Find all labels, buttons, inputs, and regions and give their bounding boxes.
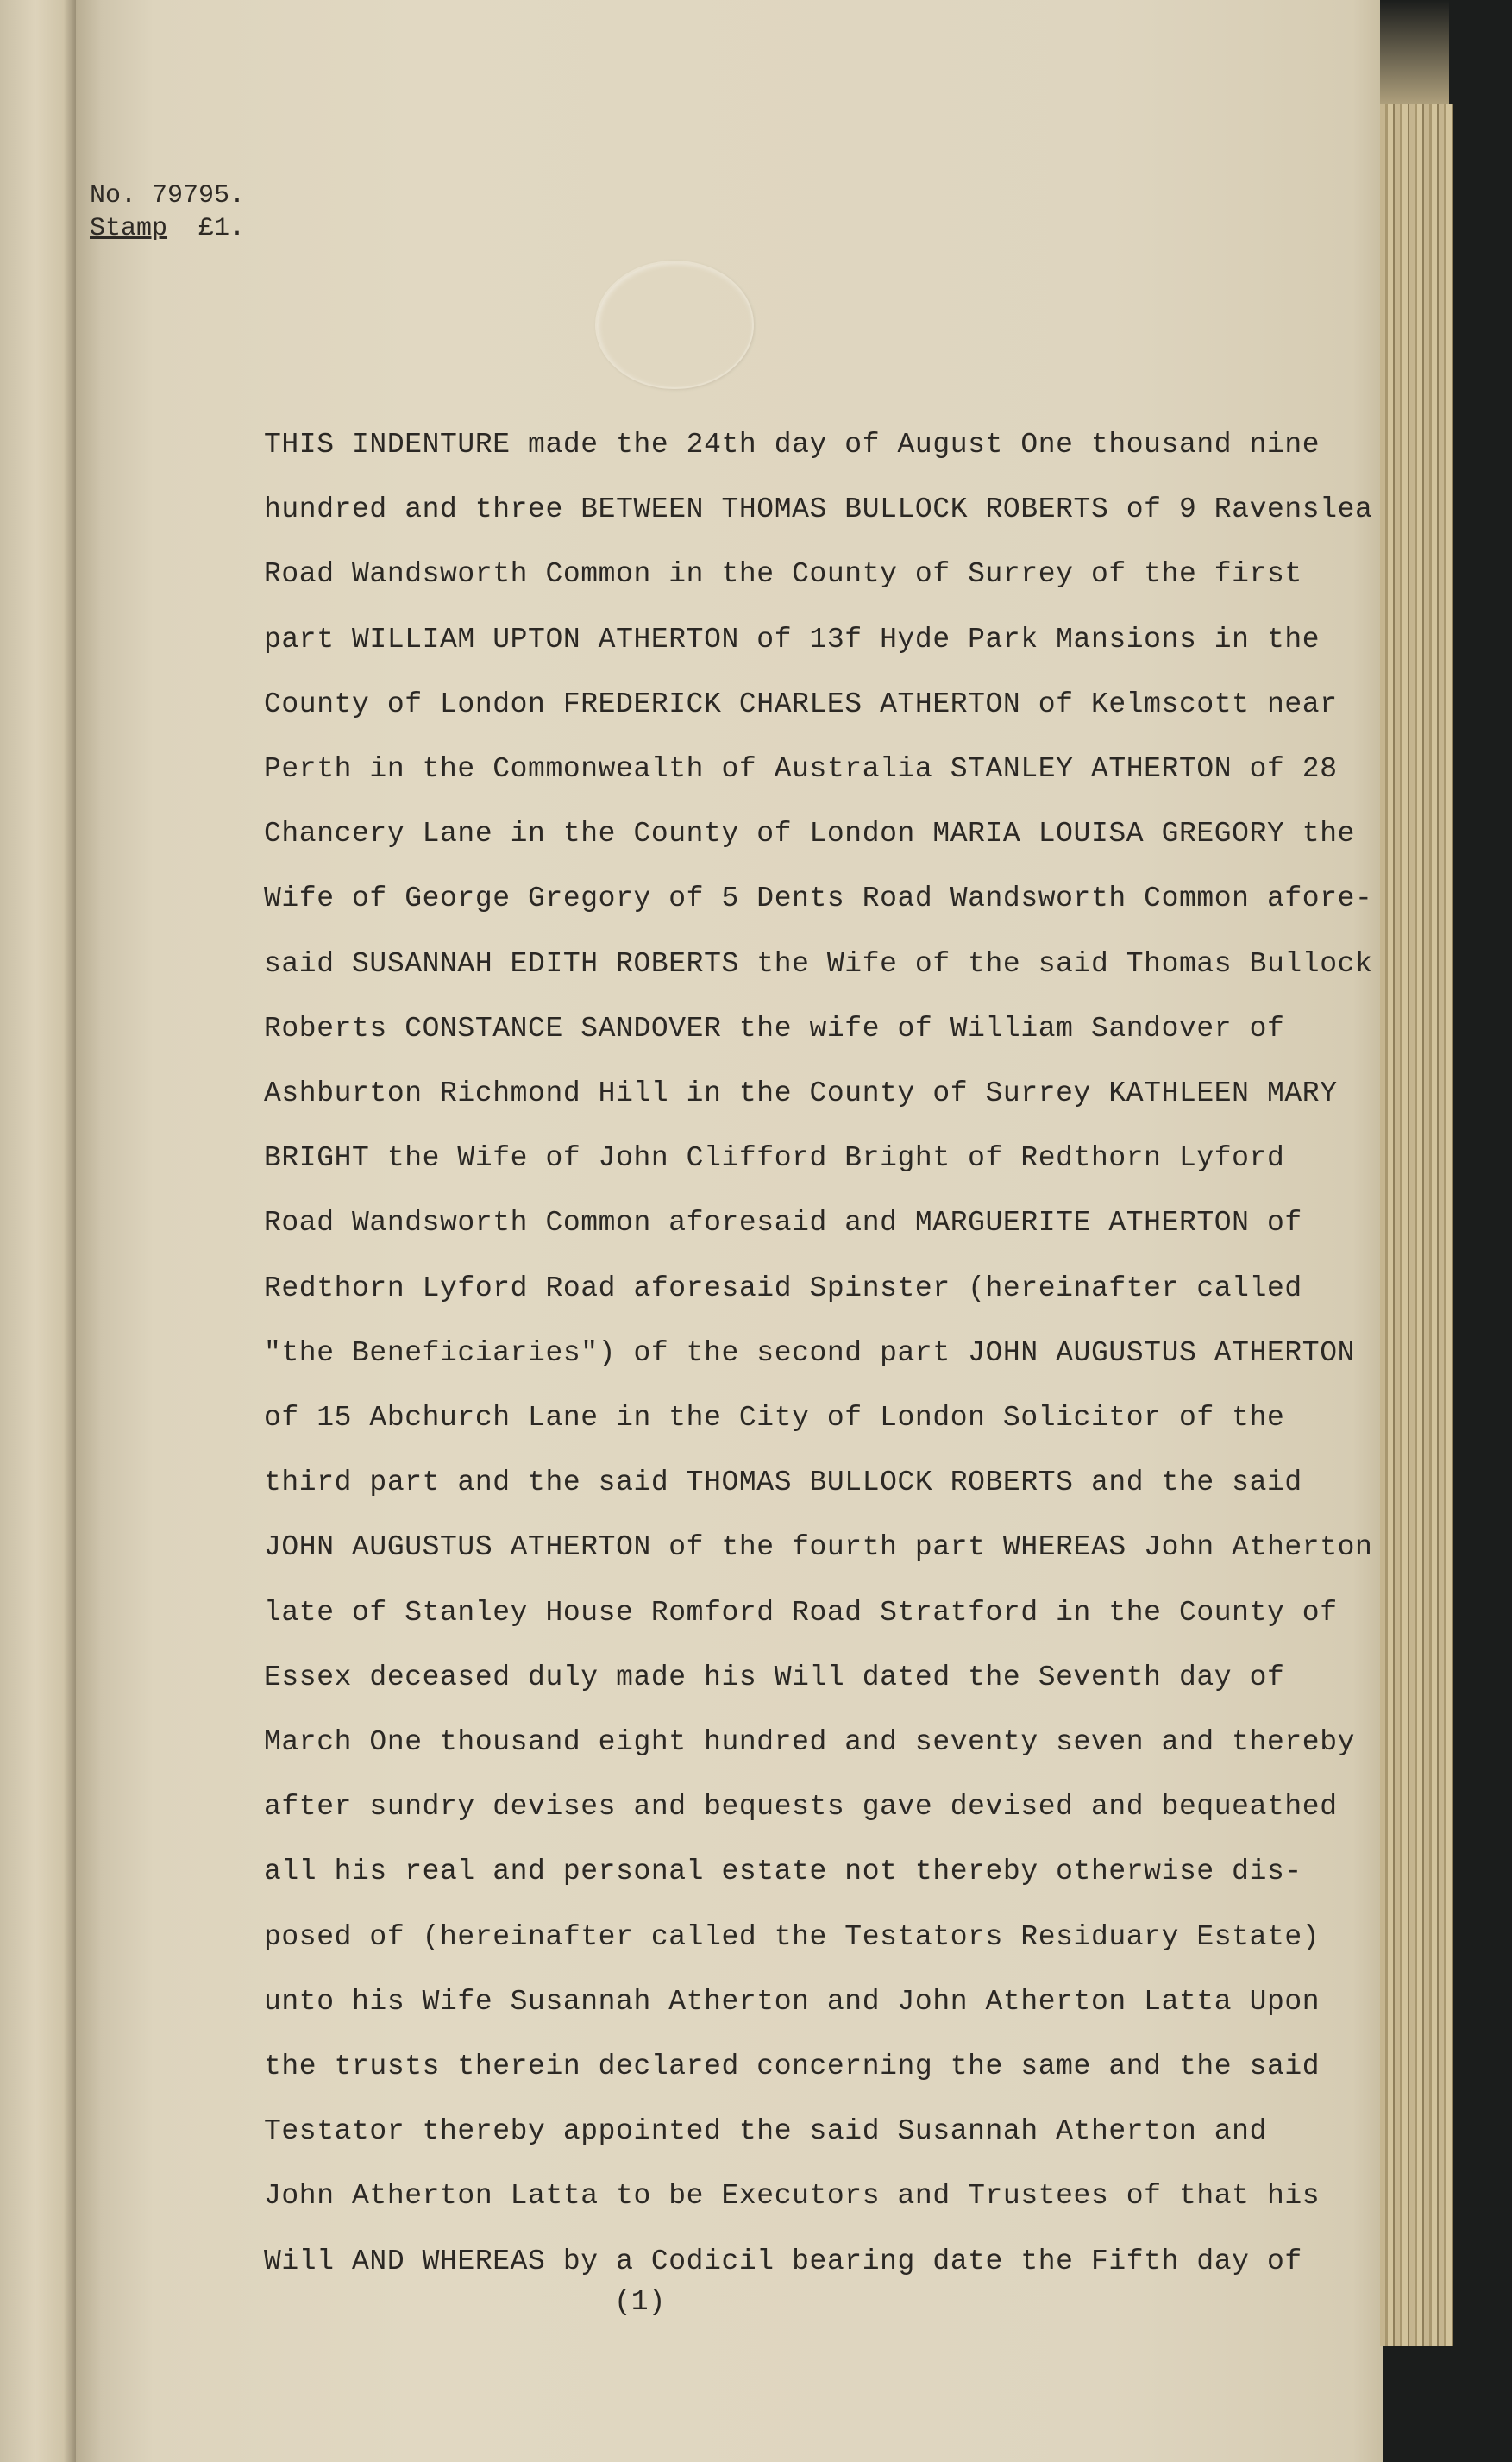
stamp-value: £1. <box>198 214 246 243</box>
text-line: Road Wandsworth Common aforesaid and MARGUERITE ATHERTON of <box>264 1207 1302 1240</box>
text-line: Ashburton Richmond Hill in the County of Surrey KATHLEEN MARY <box>264 1077 1338 1110</box>
text-line: the trusts therein declared concerning the same and the said <box>264 2051 1321 2083</box>
text-line: John Atherton Latta to be Executors and Trustees of that his <box>264 2180 1321 2213</box>
embossed-seal <box>595 261 754 389</box>
text-line: Will AND WHEREAS by a Codicil bearing date the Fifth day of <box>264 2245 1302 2277</box>
text-line: Testator thereby appointed the said Susannah Atherton and <box>264 2115 1267 2148</box>
document-reference <box>90 179 245 245</box>
stamp-label: Stamp <box>90 214 168 243</box>
document-number: No. 79795. <box>90 181 246 210</box>
text-line: said SUSANNAH EDITH ROBERTS the Wife of the said Thomas Bullock <box>264 947 1373 980</box>
page-edges-top <box>1380 0 1449 112</box>
text-line: part WILLIAM UPTON ATHERTON of 13f Hyde Park Mansions in the <box>264 623 1321 656</box>
text-line: of 15 Abchurch Lane in the City of London Solicitor of the <box>264 1402 1285 1435</box>
text-line: BRIGHT the Wife of John Clifford Bright of Redthorn Lyford <box>264 1142 1285 1175</box>
text-line: after sundry devises and bequests gave devised and bequeathed <box>264 1791 1338 1824</box>
text-line: "the Beneficiaries") of the second part JOHN AUGUSTUS ATHERTON <box>264 1336 1355 1369</box>
text-line: Road Wandsworth Common in the County of Surrey of the first <box>264 558 1302 591</box>
text-line: County of London FREDERICK CHARLES ATHERTON of Kelmscott near <box>264 688 1338 720</box>
text-line: third part and the said THOMAS BULLOCK ROBERTS and the said <box>264 1467 1302 1499</box>
text-line: all his real and personal estate not thereby otherwise dis- <box>264 1856 1302 1888</box>
page-number: (1) <box>614 2286 666 2318</box>
text-line: Roberts CONSTANCE SANDOVER the wife of William Sandover of <box>264 1012 1285 1045</box>
text-line: posed of (hereinafter called the Testators Residuary Estate) <box>264 1920 1321 1953</box>
text-line: THIS INDENTURE made the 24th day of August One thousand nine <box>264 429 1321 461</box>
text-line: JOHN AUGUSTUS ATHERTON of the fourth part WHEREAS John Atherton <box>264 1531 1373 1564</box>
text-line: Perth in the Commonwealth of Australia STANLEY ATHERTON of 28 <box>264 753 1338 786</box>
text-line: hundred and three BETWEEN THOMAS BULLOCK ROBERTS of 9 Ravenslea <box>264 493 1373 526</box>
text-line: Wife of George Gregory of 5 Dents Road Wandsworth Common afore- <box>264 882 1373 915</box>
page-edges <box>1380 104 1453 2346</box>
stamp-duty <box>90 212 245 245</box>
text-line: Chancery Lane in the County of London MARIA LOUISA GREGORY the <box>264 818 1355 851</box>
left-facing-page <box>0 0 79 2462</box>
text-line: unto his Wife Susannah Atherton and John Atherton Latta Upon <box>264 1985 1321 2018</box>
text-line: Redthorn Lyford Road aforesaid Spinster (hereinafter called <box>264 1272 1302 1304</box>
text-line: late of Stanley House Romford Road Stratford in the County of <box>264 1596 1338 1629</box>
text-line: March One thousand eight hundred and seventy seven and thereby <box>264 1726 1355 1759</box>
text-line: Essex deceased duly made his Will dated the Seventh day of <box>264 1661 1285 1693</box>
indenture-text <box>264 412 1385 2294</box>
